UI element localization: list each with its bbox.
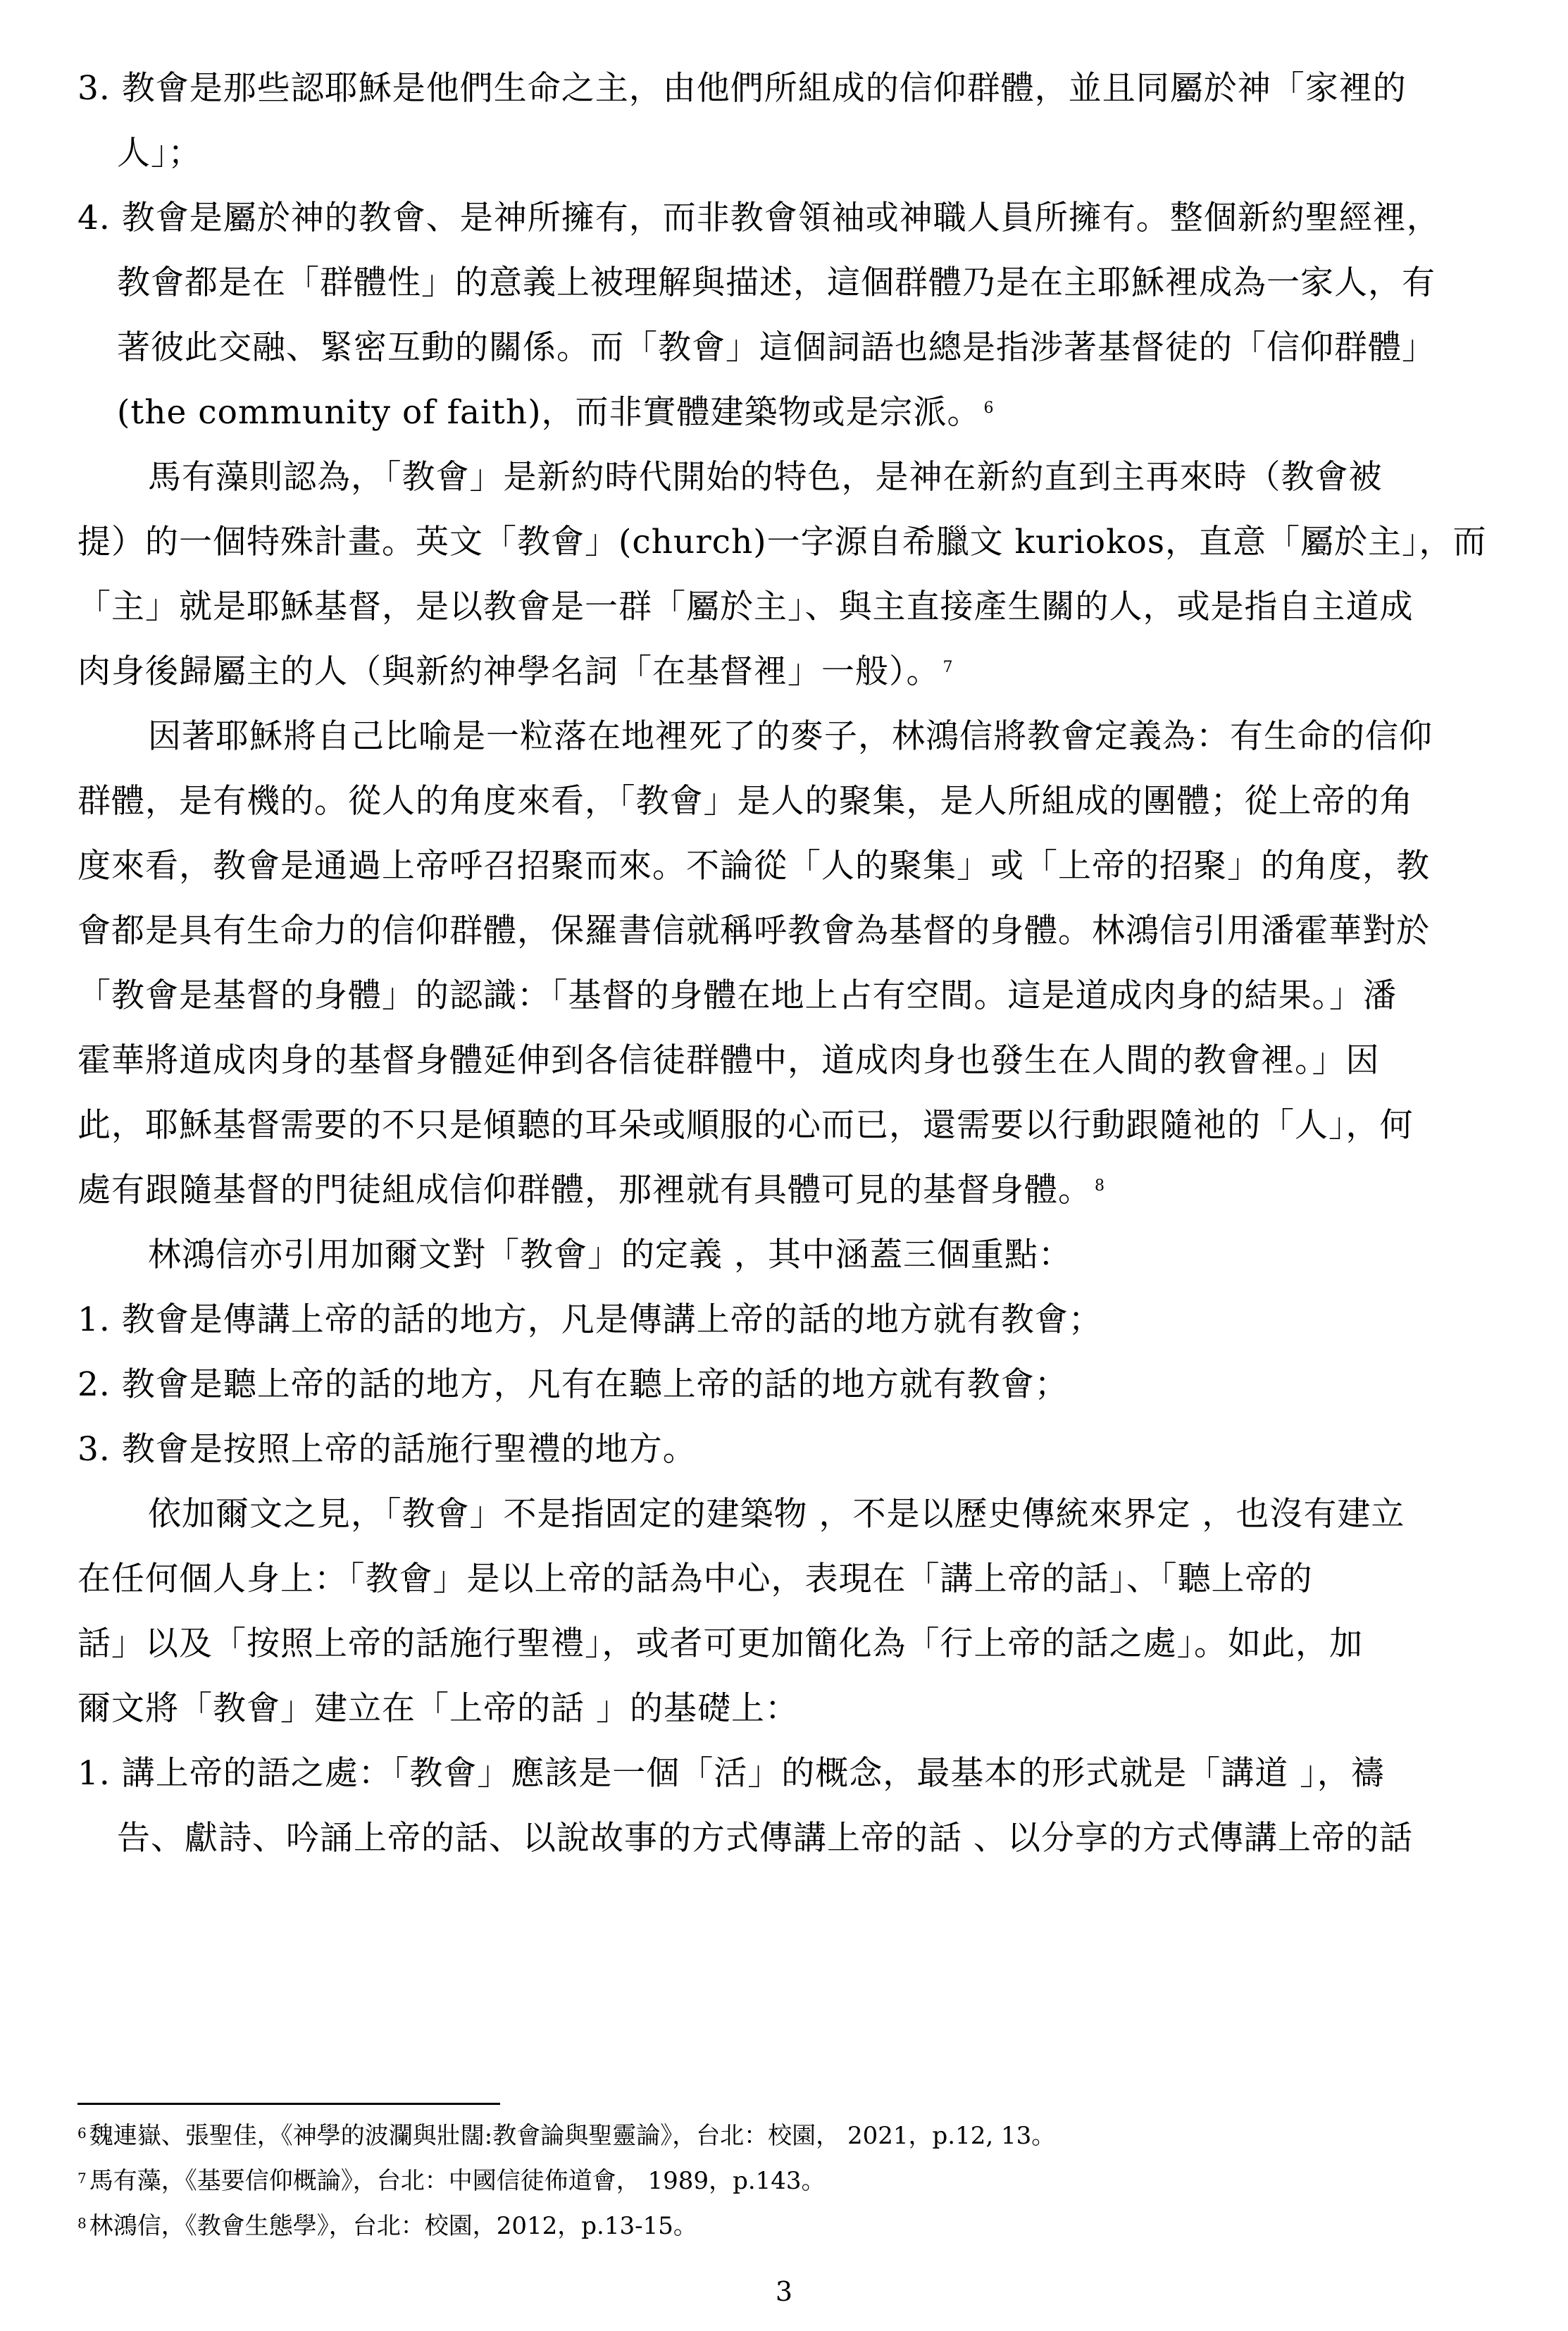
text-line — [77, 964, 1500, 1028]
text-line — [77, 1158, 1500, 1223]
text-line — [77, 769, 1500, 834]
footnote — [77, 2158, 1486, 2203]
text-line — [77, 704, 1500, 769]
footnote-text: 魏連嶽、張聖佳，《神學的波瀾與壯闊:教會論與聖靈論》，台北：校園， 2021，p.12, 13。 — [89, 2122, 1056, 2150]
line-text: 依加爾文之見，「教會」不是指固定的建築物 ，不是以歷史傳統來界定 ，也沒有建立 — [148, 1495, 1405, 1534]
page-number: 3 — [775, 2276, 793, 2307]
text-line — [77, 640, 1500, 704]
text-line — [77, 510, 1500, 575]
line-text: 2. 教會是聽上帝的話的地方，凡有在聽上帝的話的地方就有教會； — [77, 1365, 1069, 1404]
line-text: 「教會是基督的身體」的認識：「基督的身體在地上占有空間。這是道成肉身的結果。」潘 — [77, 976, 1397, 1015]
line-text: 肉身後歸屬主的人（與新約神學名詞「在基督裡」一般）。 — [77, 652, 940, 691]
text-line — [77, 1806, 1500, 1871]
line-text: 會都是具有生命力的信仰群體，保羅書信就稱呼教會為基督的身體。林鴻信引用潘霍華對於 — [77, 912, 1430, 950]
text-line — [77, 1353, 1500, 1417]
line-text: 群體，是有機的。從人的角度來看，「教會」是人的聚集，是人所組成的團體；從上帝的角 — [77, 782, 1414, 821]
line-text: 教會都是在「群體性」的意義上被理解與描述，這個群體乃是在主耶穌裡成為一家人，有 — [117, 263, 1436, 302]
document-body — [77, 56, 1500, 1871]
line-text: 林鴻信亦引用加爾文對「教會」的定義 ，其中涵蓋三個重點： — [148, 1236, 1072, 1274]
line-text: 話」以及「按照上帝的話施行聖禮」，或者可更加簡化為「行上帝的話之處」。如此，加 — [77, 1624, 1363, 1663]
footnotes — [77, 2113, 1486, 2249]
line-text: 提）的一個特殊計畫。英文「教會」(church)一字源自希臘文 kuriokos，直意「屬於主」，而 — [77, 523, 1487, 561]
line-text: 爾文將「教會」建立在「上帝的話 」的基礎上： — [77, 1689, 799, 1728]
line-text: 度來看，教會是通過上帝呼召招聚而來。不論從「人的聚集」或「上帝的招聚」的角度，教 — [77, 847, 1430, 885]
line-text: 因著耶穌將自己比喻是一粒落在地裡死了的麥子，林鴻信將教會定義為：有生命的信仰 — [148, 717, 1433, 756]
line-text: 「主」就是耶穌基督，是以教會是一群「屬於主」、與主直接產生關的人，或是指自主道成 — [77, 588, 1414, 626]
footnote-text: 馬有藻，《基要信仰概論》，台北：中國信徒佈道會， 1989，p.143。 — [89, 2167, 826, 2195]
text-line — [77, 1028, 1500, 1093]
footnote-ref[interactable]: 6 — [983, 399, 995, 417]
text-line — [77, 834, 1500, 899]
footnote-separator — [77, 2103, 500, 2105]
line-text: 此，耶穌基督需要的不只是傾聽的耳朵或順服的心而已，還需要以行動跟隨祂的「人」，何 — [77, 1106, 1414, 1145]
text-line — [77, 1288, 1500, 1353]
footnote-number: 8 — [77, 2215, 87, 2232]
line-text: 在任何個人身上：「教會」是以上帝的話為中心，表現在「講上帝的話」、「聽上帝的 — [77, 1560, 1313, 1598]
line-text: 告、獻詩、吟誦上帝的話、以說故事的方式傳講上帝的話 、以分享的方式傳講上帝的話 — [117, 1819, 1413, 1858]
footnote-number: 6 — [77, 2125, 87, 2142]
line-text: (the community of faith)，而非實體建築物或是宗派。 — [117, 393, 981, 432]
text-line — [77, 1417, 1500, 1482]
footnote-number: 7 — [77, 2170, 87, 2187]
text-line — [77, 1093, 1500, 1158]
text-line — [77, 899, 1500, 964]
line-text: 1. 教會是傳講上帝的話的地方，凡是傳講上帝的話的地方就有教會； — [77, 1300, 1102, 1339]
text-line — [77, 1677, 1500, 1741]
text-line — [77, 445, 1500, 510]
line-text: 霍華將道成肉身的基督身體延伸到各信徒群體中，道成肉身也發生在人間的教會裡。」因 — [77, 1041, 1380, 1080]
text-line — [77, 1547, 1500, 1612]
line-text: 處有跟隨基督的門徒組成信仰群體，那裡就有具體可見的基督身體。 — [77, 1171, 1092, 1210]
line-text: 1. 講上帝的語之處：「教會」應該是一個「活」的概念，最基本的形式就是「講道 」，禱 — [77, 1754, 1385, 1793]
text-line — [77, 251, 1500, 316]
text-line — [77, 121, 1500, 186]
footnote-ref[interactable]: 7 — [942, 659, 954, 676]
line-text: 3. 教會是按照上帝的話施行聖禮的地方。 — [77, 1430, 697, 1469]
footnote — [77, 2113, 1486, 2158]
text-line — [77, 1741, 1500, 1806]
text-line — [77, 575, 1500, 640]
text-line — [77, 316, 1500, 380]
text-line — [77, 1612, 1500, 1677]
footnote-text: 林鴻信，《教會生態學》，台北：校園，2012，p.13-15。 — [89, 2212, 697, 2240]
line-text: 4. 教會是屬於神的教會、是神所擁有，而非教會領袖或神職人員所擁有。整個新約聖經裡， — [77, 199, 1441, 237]
line-text: 馬有藻則認為，「教會」是新約時代開始的特色，是神在新約直到主再來時（教會被 — [148, 458, 1383, 497]
line-text: 著彼此交融、緊密互動的關係。而「教會」這個詞語也總是指涉著基督徒的「信仰群體」 — [117, 328, 1436, 367]
line-text: 人」； — [117, 134, 202, 173]
text-line — [77, 1482, 1500, 1547]
text-line — [77, 186, 1500, 251]
line-text: 3. 教會是那些認耶穌是他們生命之主，由他們所組成的信仰群體，並且同屬於神「家裡的 — [77, 69, 1407, 108]
text-line — [77, 380, 1500, 445]
text-line — [77, 56, 1500, 121]
text-line — [77, 1223, 1500, 1288]
footnote — [77, 2203, 1486, 2249]
footnote-ref[interactable]: 8 — [1095, 1177, 1105, 1195]
